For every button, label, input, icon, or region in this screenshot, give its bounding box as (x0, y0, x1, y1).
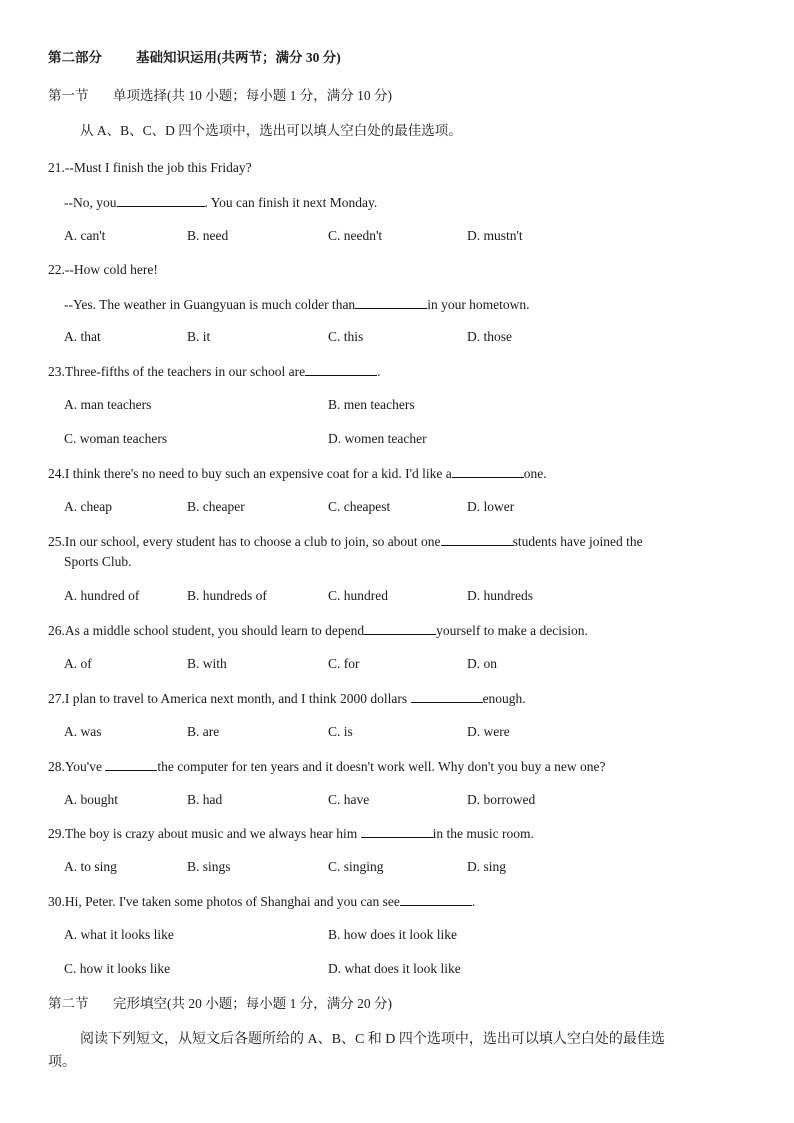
q25-option-c: C. hundred (328, 588, 388, 603)
q21-option-b: B. need (187, 228, 229, 243)
q22-option-a: A. that (64, 329, 101, 344)
q22-option-b: B. it (187, 329, 211, 344)
q26-option-b: B. with (187, 656, 227, 671)
q24-option-c: C. cheapest (328, 499, 391, 514)
q30-option-a: A. what it looks like (64, 927, 174, 942)
q26-option-c: C. for (328, 656, 360, 671)
answer-blank (411, 689, 483, 703)
q26-option-d: D. on (467, 656, 497, 671)
q25-option-a: A. hundred of (64, 588, 140, 603)
q23-option-a: A. man teachers (64, 397, 152, 412)
answer-blank (355, 295, 427, 309)
q25-option-b: B. hundreds of (187, 588, 267, 603)
section2-instruction-continued: 项。 (48, 1055, 76, 1070)
q28-stem-text: 28.You've (48, 759, 102, 774)
q28-option-c: C. have (328, 792, 370, 807)
q28-option-a: A. bought (64, 792, 118, 807)
q21-reply (64, 193, 377, 212)
q27-option-c: C. is (328, 724, 353, 739)
q25-stem-text: 25.In our school, every student has to choose a club to join, so about one (48, 534, 441, 549)
q25-stem-end: students have joined the (512, 534, 643, 549)
part-label: 第二部分 (48, 50, 102, 65)
q29-option-a: A. to sing (64, 859, 117, 874)
q24-option-d: D. lower (467, 499, 515, 514)
q27-stem (48, 689, 526, 708)
part-title: 基础知识运用(共两节；满分 30 分) (136, 50, 341, 65)
q23-option-c: C. woman teachers (64, 431, 168, 446)
section2-title: 完形填空(共 20 小题；每小题 1 分，满分 20 分) (113, 996, 392, 1011)
q25-stem-continued: Sports Club. (64, 554, 132, 569)
q23-stem-end: . (377, 364, 381, 379)
q30-option-d: D. what does it look like (328, 961, 461, 976)
q22-reply-text: --Yes. The weather in Guangyuan is much colder than (64, 297, 356, 312)
q29-option-b: B. sings (187, 859, 231, 874)
q24-stem-text: 24.I think there's no need to buy such an expensive coat for a kid. I'd like a (48, 466, 452, 481)
answer-blank (441, 532, 513, 546)
q27-option-d: D. were (467, 724, 510, 739)
answer-blank (361, 824, 433, 838)
q26-stem (48, 621, 588, 640)
section1-label: 第一节 (48, 88, 89, 103)
q27-option-a: A. was (64, 724, 102, 739)
q30-stem-end: . (471, 894, 476, 909)
q22-option-d: D. those (467, 329, 512, 344)
answer-blank (305, 362, 377, 376)
q30-option-b: B. how does it look like (328, 927, 457, 942)
q24-stem (48, 464, 547, 483)
q24-option-b: B. cheaper (187, 499, 245, 514)
q23-stem-text: 23.Three-fifths of the teachers in our school are (48, 364, 306, 379)
q21-reply-text: --No, you (64, 195, 117, 210)
q28-option-d: D. borrowed (467, 792, 536, 807)
q27-option-b: B. are (187, 724, 220, 739)
q22-reply-text-after: in your hometown. (427, 297, 530, 312)
q22-stem: 22.--How cold here! (48, 262, 158, 277)
answer-blank (364, 621, 436, 635)
answer-blank (117, 193, 205, 207)
q21-option-a: A. can't (64, 228, 106, 243)
section1-title: 单项选择(共 10 小题；每小题 1 分，满分 10 分) (113, 88, 392, 103)
q22-reply (64, 295, 530, 314)
q21-option-d: D. mustn't (467, 228, 523, 243)
answer-blank (105, 757, 157, 771)
q23-option-d: D. women teacher (328, 431, 427, 446)
q27-stem-end: enough. (482, 691, 526, 706)
q26-option-a: A. of (64, 656, 92, 671)
q27-stem-text: 27.I plan to travel to America next month, and I think 2000 dollars (48, 691, 408, 706)
q25-stem (48, 532, 643, 551)
q30-stem-text: 30.Hi, Peter. I've taken some photos of Shanghai and you can see (48, 894, 400, 909)
q28-stem (48, 757, 605, 776)
q21-option-c: C. needn't (328, 228, 383, 243)
q24-stem-end: one. (523, 466, 547, 481)
q26-stem-text: 26.As a middle school student, you should learn to depend (48, 623, 365, 638)
q30-option-c: C. how it looks like (64, 961, 171, 976)
q22-option-c: C. this (328, 329, 364, 344)
q29-option-c: C. singing (328, 859, 384, 874)
q24-option-a: A. cheap (64, 499, 112, 514)
q23-option-b: B. men teachers (328, 397, 415, 412)
section2-label: 第二节 (48, 996, 89, 1011)
q21-reply-text-after: . You can finish it next Monday. (204, 195, 378, 210)
q28-option-b: B. had (187, 792, 223, 807)
q26-stem-end: yourself to make a decision. (436, 623, 588, 638)
q29-stem (48, 824, 534, 843)
answer-blank (400, 892, 472, 906)
q29-stem-text: 29.The boy is crazy about music and we always hear him (48, 826, 358, 841)
q23-stem (48, 362, 381, 381)
section2-instruction: 阅读下列短文，从短文后各题所给的 A、B、C 和 D 四个选项中，选出可以填人空白处的最佳选 (80, 1032, 665, 1047)
answer-blank (452, 464, 524, 478)
q21-stem: 21.--Must I finish the job this Friday? (48, 160, 252, 175)
q29-option-d: D. sing (467, 859, 507, 874)
q30-stem (48, 892, 475, 911)
section1-instruction: 从 A、B、C、D 四个选项中，选出可以填人空白处的最佳选项。 (80, 123, 462, 138)
q25-option-d: D. hundreds (467, 588, 533, 603)
q28-stem-end: the computer for ten years and it doesn't work well. Why don't you buy a new one? (157, 759, 606, 774)
q29-stem-end: in the music room. (432, 826, 534, 841)
